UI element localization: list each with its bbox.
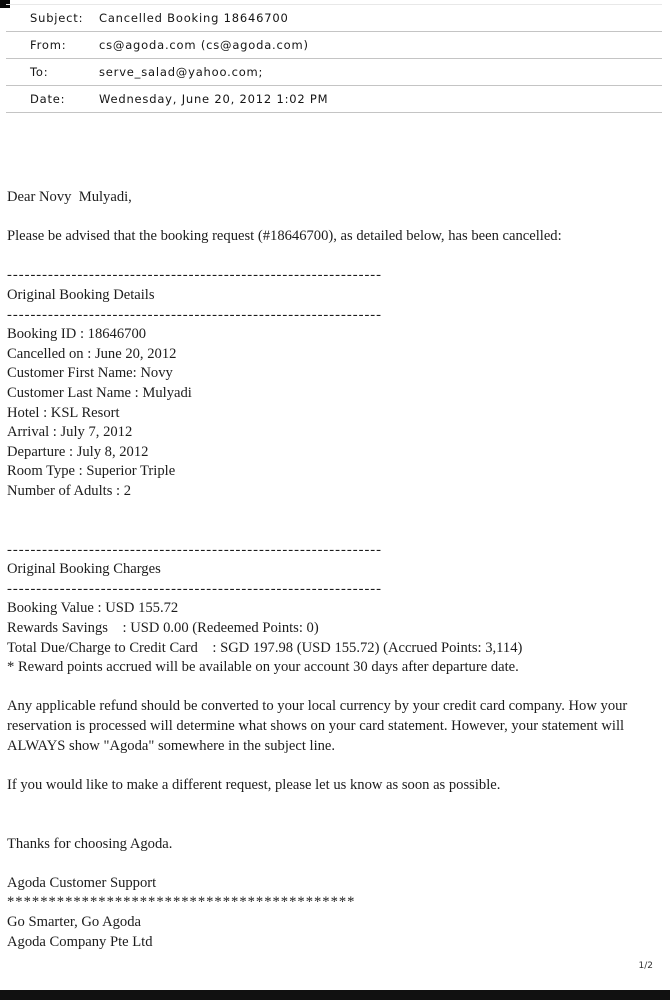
date-label: Date: (30, 92, 66, 106)
field-last-name: Customer Last Name : Mulyadi (7, 384, 192, 401)
tagline: Go Smarter, Go Agoda (7, 913, 141, 930)
blank-line (7, 247, 663, 267)
field-room-type: Room Type : Superior Triple (7, 463, 176, 480)
field-total-due: Total Due/Charge to Credit Card : SGD 197.98 (USD 155.72) (Accrued Points: 3,114) (7, 639, 523, 656)
header-row-to (6, 59, 662, 86)
divider-dashes: ---------------------------------------------------------------- (7, 541, 383, 558)
divider-dashes: ---------------------------------------------------------------- (7, 267, 383, 284)
refund-paragraph-line-2: reservation is processed will determine what shows on your card statement. However, your statement will (7, 718, 625, 735)
thanks-line: Thanks for choosing Agoda. (7, 835, 173, 852)
blank-line (7, 854, 663, 874)
blank-line (7, 521, 663, 541)
divider-asterisks: ****************************************** (7, 894, 356, 911)
company-name: Agoda Company Pte Ltd (7, 933, 153, 950)
field-cancelled-on: Cancelled on : June 20, 2012 (7, 345, 177, 362)
from-value: cs@agoda.com (cs@agoda.com) (99, 38, 309, 52)
refund-paragraph-line-1: Any applicable refund should be converted to your local currency by your credit card company. How your (7, 698, 628, 715)
field-rewards-savings: Rewards Savings : USD 0.00 (Redeemed Points: 0) (7, 620, 319, 637)
to-value: serve_salad@yahoo.com; (99, 65, 264, 79)
blank-line (7, 208, 663, 228)
intro-line: Please be advised that the booking request (#18646700), as detailed below, has been cancelled: (7, 228, 562, 245)
blank-line (7, 795, 663, 815)
subject-label: Subject: (30, 11, 84, 25)
to-label: To: (30, 65, 49, 79)
field-booking-id: Booking ID : 18646700 (7, 326, 147, 343)
from-label: From: (30, 38, 67, 52)
field-adults: Number of Adults : 2 (7, 482, 132, 499)
blank-line (7, 678, 663, 698)
divider-dashes: ---------------------------------------------------------------- (7, 306, 383, 323)
date-value: Wednesday, June 20, 2012 1:02 PM (99, 92, 329, 106)
email-body (7, 188, 663, 952)
subject-value: Cancelled Booking 18646700 (99, 11, 289, 25)
divider-dashes: ---------------------------------------------------------------- (7, 580, 383, 597)
signature-name: Agoda Customer Support (7, 874, 157, 891)
blank-line (7, 815, 663, 835)
header-row-date (6, 86, 662, 113)
email-header (6, 4, 662, 113)
header-row-subject (6, 5, 662, 32)
field-first-name: Customer First Name: Novy (7, 365, 173, 382)
note-reward-points: * Reward points accrued will be available on your account 30 days after departure date. (7, 659, 519, 676)
blank-line (7, 756, 663, 776)
blank-line (7, 502, 663, 522)
bottom-black-bar (0, 990, 670, 1000)
request-line: If you would like to make a different request, please let us know as soon as possible. (7, 776, 501, 793)
section-title-booking-details: Original Booking Details (7, 286, 155, 303)
page-indicator: 1/2 (638, 961, 653, 971)
field-booking-value: Booking Value : USD 155.72 (7, 600, 179, 617)
refund-paragraph-line-3: ALWAYS show "Agoda" somewhere in the subject line. (7, 737, 336, 754)
section-title-booking-charges: Original Booking Charges (7, 561, 161, 578)
field-departure: Departure : July 8, 2012 (7, 443, 149, 460)
field-hotel: Hotel : KSL Resort (7, 404, 120, 421)
salutation: Dear Novy Mulyadi, (7, 189, 132, 205)
header-row-from (6, 32, 662, 59)
field-arrival: Arrival : July 7, 2012 (7, 424, 133, 441)
